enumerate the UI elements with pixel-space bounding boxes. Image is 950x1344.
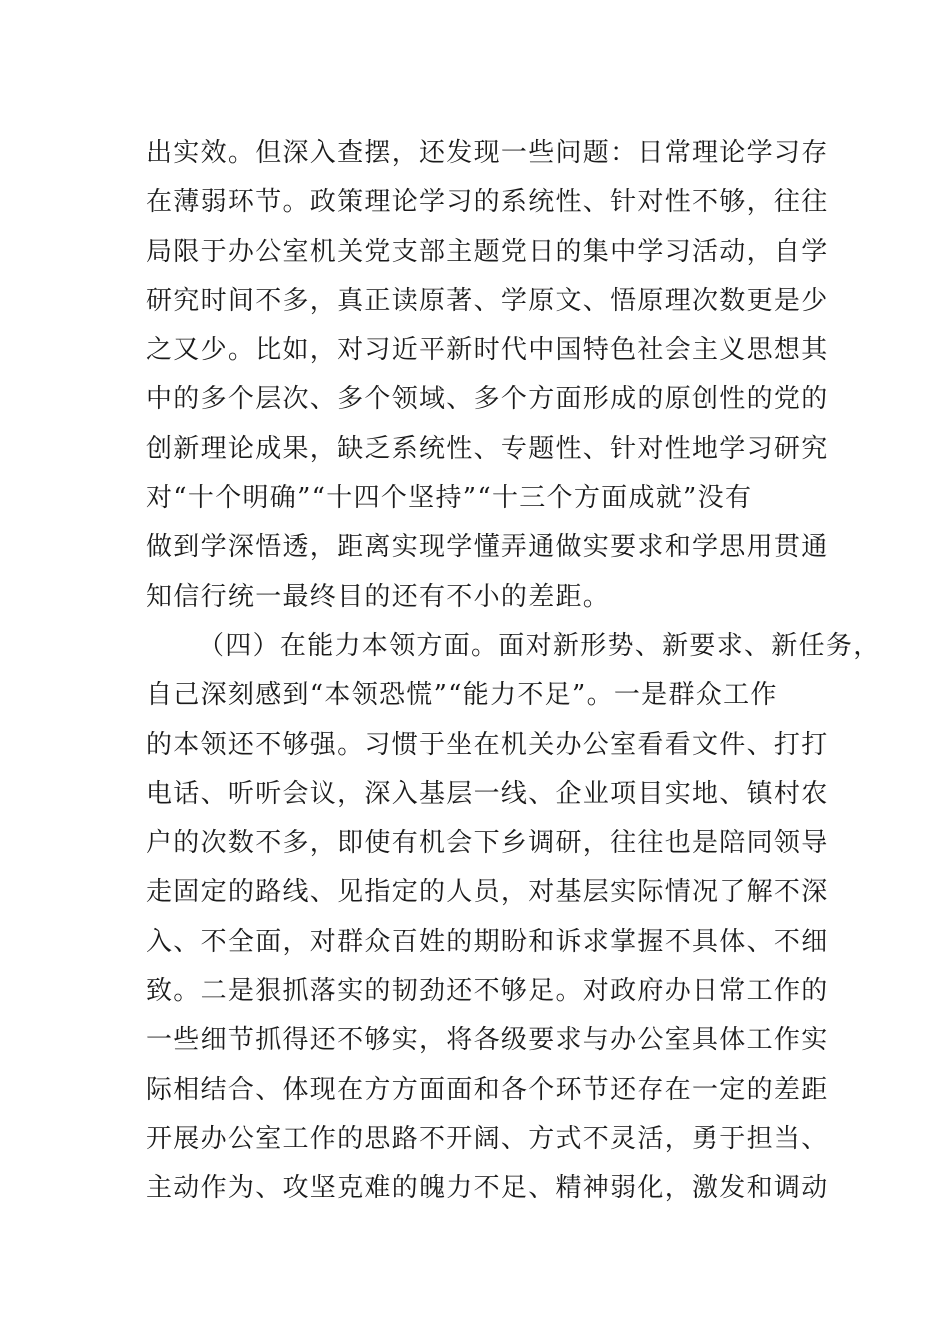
- text-line: 中的多个层次、多个领域、多个方面形成的原创性的党的: [146, 384, 829, 415]
- text-line: 出实效。但深入查摆，还发现一些问题：日常理论学习存: [146, 138, 829, 168]
- text-line: 创新理论成果，缺乏系统性、专题性、针对性地学习研究: [146, 433, 829, 464]
- text-line: 局限于办公室机关党支部主题党日的集中学习活动，自学: [146, 236, 829, 267]
- text-line: 之又少。比如，对习近平新时代中国特色社会主义思想其: [146, 335, 829, 366]
- text-line: 走固定的路线、见指定的人员，对基层实际情况了解不深: [146, 877, 829, 908]
- text-line: 研究时间不多，真正读原著、学原文、悟原理次数更是少: [146, 285, 829, 316]
- text-line: 主动作为、攻坚克难的魄力不足、精神弱化，激发和调动: [146, 1173, 829, 1204]
- text-line: 开展办公室工作的思路不开阔、方式不灵活，勇于担当、: [146, 1123, 829, 1154]
- text-line: 致。二是狠抓落实的韧劲还不够足。对政府办日常工作的: [146, 976, 829, 1007]
- text-line: 对“十个明确”“十四个坚持”“十三个方面成就”没有: [146, 483, 753, 514]
- text-line: 在薄弱环节。政策理论学习的系统性、针对性不够，往往: [146, 187, 829, 218]
- text-line: 入、不全面，对群众百姓的期盼和诉求掌握不具体、不细: [146, 926, 829, 957]
- text-line: 际相结合、体现在方方面面和各个环节还存在一定的差距: [146, 1074, 829, 1105]
- text-line: 自己深刻感到“本领恐慌”“能力不足”。一是群众工作: [146, 680, 778, 711]
- text-line: 电话、听听会议，深入基层一线、企业项目实地、镇村农: [146, 778, 829, 809]
- text-line: 户的次数不多，即使有机会下乡调研，往往也是陪同领导: [146, 828, 829, 859]
- text-line: 的本领还不够强。习惯于坐在机关办公室看看文件、打打: [146, 729, 829, 760]
- section-heading-line: （四）在能力本领方面。面对新形势、新要求、新任务，: [198, 630, 881, 661]
- document-body: [146, 129, 881, 1214]
- text-line: 一些细节抓得还不够实，将各级要求与办公室具体工作实: [146, 1025, 829, 1056]
- text-line: 知信行统一最终目的还有不小的差距。: [146, 581, 611, 612]
- text-line: 做到学深悟透，距离实现学懂弄通做实要求和学思用贯通: [146, 532, 829, 563]
